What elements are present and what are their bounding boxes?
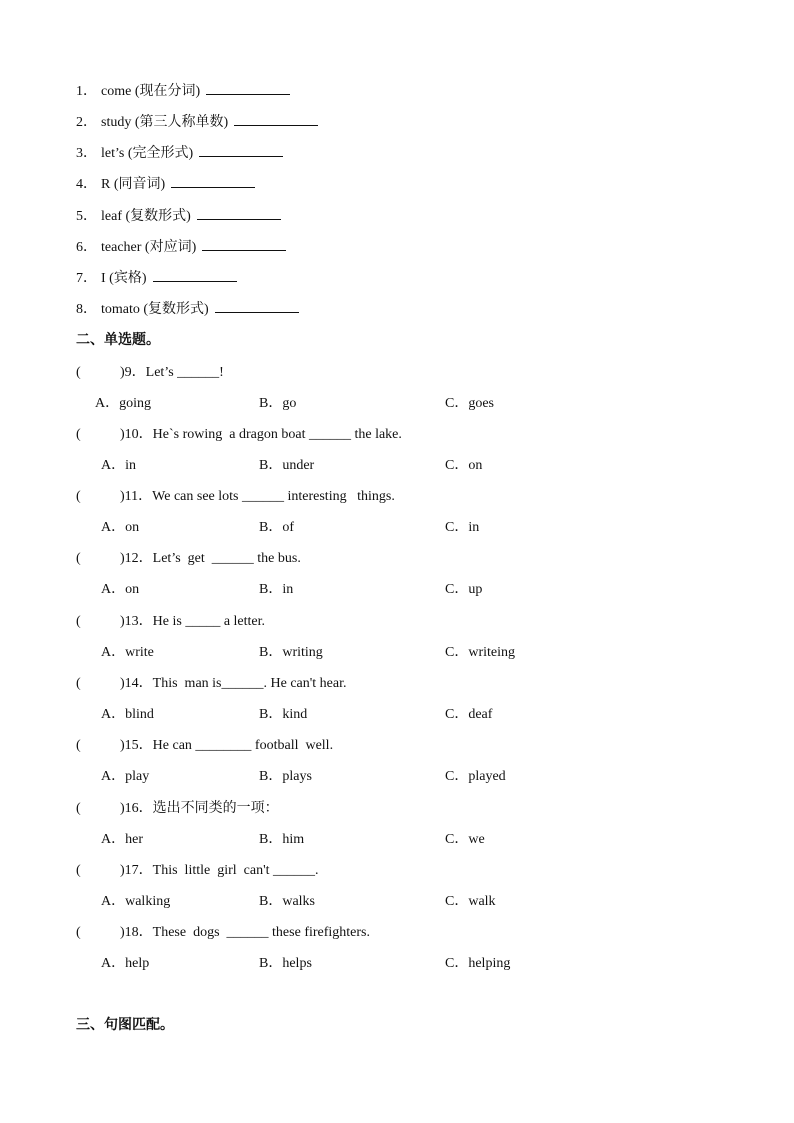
question-stem: 16．选出不同类的一项：	[124, 801, 279, 816]
option-c[interactable]: C．played	[445, 769, 506, 784]
answer-bracket[interactable]: (	[76, 551, 81, 566]
question-stem-line	[76, 486, 395, 508]
answer-blank[interactable]	[234, 111, 318, 126]
fill-item	[76, 173, 255, 195]
option-c[interactable]: C．up	[445, 582, 483, 597]
fill-item-text: study (第三人称单数)	[101, 115, 229, 130]
fill-item-number: 1．	[76, 84, 97, 99]
question-stem-line	[76, 673, 346, 695]
answer-bracket-close: )	[120, 551, 125, 566]
option-c[interactable]: C．goes	[445, 396, 494, 411]
fill-item-number: 3．	[76, 146, 97, 161]
option-b[interactable]: B．helps	[259, 956, 312, 971]
option-a[interactable]: A．walking	[101, 894, 171, 909]
answer-bracket-close: )	[120, 614, 125, 629]
option-b[interactable]: B．go	[259, 396, 297, 411]
answer-bracket-close: )	[120, 863, 125, 878]
answer-blank[interactable]	[206, 80, 290, 95]
question-stem-line	[76, 922, 370, 944]
question-stem-line	[76, 611, 265, 633]
answer-bracket-close: )	[120, 738, 125, 753]
option-b[interactable]: B．kind	[259, 707, 308, 722]
question-stem: 15．He can ________ football well.	[124, 738, 334, 753]
fill-item-number: 8．	[76, 302, 97, 317]
answer-bracket-close: )	[120, 801, 125, 816]
fill-item	[76, 111, 318, 133]
answer-blank[interactable]	[215, 298, 299, 313]
option-b[interactable]: B．walks	[259, 894, 315, 909]
question-stem: 9．Let’s ______!	[124, 365, 224, 380]
option-c[interactable]: C．in	[445, 520, 480, 535]
option-a[interactable]: A．blind	[101, 707, 154, 722]
option-b[interactable]: B．of	[259, 520, 294, 535]
answer-bracket[interactable]: (	[76, 738, 81, 753]
fill-item	[76, 205, 281, 227]
fill-item-text: teacher (对应词)	[101, 240, 197, 255]
fill-item-text: I (宾格)	[101, 271, 147, 286]
answer-blank[interactable]	[202, 236, 286, 251]
option-a[interactable]: A．in	[101, 458, 136, 473]
answer-bracket-close: )	[120, 427, 125, 442]
answer-bracket[interactable]: (	[76, 676, 81, 691]
answer-bracket-close: )	[120, 365, 125, 380]
answer-bracket[interactable]: (	[76, 614, 81, 629]
answer-bracket[interactable]: (	[76, 925, 81, 940]
fill-item-text: tomato (复数形式)	[101, 302, 209, 317]
answer-bracket[interactable]: (	[76, 365, 81, 380]
fill-item-text: leaf (复数形式)	[101, 209, 191, 224]
answer-bracket-close: )	[120, 489, 125, 504]
option-a[interactable]: A．on	[101, 520, 140, 535]
option-b[interactable]: B．writing	[259, 645, 323, 660]
question-stem: 11．We can see lots ______ interesting things.	[124, 489, 395, 504]
option-c[interactable]: C．we	[445, 832, 485, 847]
question-stem: 13．He is _____ a letter.	[124, 614, 266, 629]
option-a[interactable]: A．going	[95, 396, 151, 411]
fill-item	[76, 236, 286, 258]
answer-blank[interactable]	[171, 173, 255, 188]
fill-item-text: let’s (完全形式)	[101, 146, 194, 161]
answer-bracket-close: )	[120, 676, 125, 691]
fill-item-number: 4．	[76, 177, 97, 192]
question-stem: 17．This little girl can't ______.	[124, 863, 319, 878]
fill-item-text: come (现在分词)	[101, 84, 201, 99]
fill-item-number: 7．	[76, 271, 97, 286]
question-stem: 12．Let’s get ______ the bus.	[124, 551, 301, 566]
answer-bracket[interactable]: (	[76, 489, 81, 504]
question-stem-line	[76, 362, 224, 384]
fill-item	[76, 298, 299, 320]
question-stem-line	[76, 798, 279, 820]
question-stem: 18．These dogs ______ these firefighters.	[124, 925, 371, 940]
question-stem: 10．He`s rowing a dragon boat ______ the lake.	[124, 427, 402, 442]
option-b[interactable]: B．under	[259, 458, 315, 473]
option-c[interactable]: C．writeing	[445, 645, 515, 660]
answer-bracket[interactable]: (	[76, 427, 81, 442]
answer-blank[interactable]	[199, 142, 283, 157]
option-b[interactable]: B．him	[259, 832, 305, 847]
fill-item	[76, 80, 290, 102]
fill-item-text: R (同音词)	[101, 177, 166, 192]
answer-bracket[interactable]: (	[76, 801, 81, 816]
option-c[interactable]: C．deaf	[445, 707, 493, 722]
option-a[interactable]: A．her	[101, 832, 143, 847]
fill-item-number: 6．	[76, 240, 97, 255]
question-stem-line	[76, 860, 319, 882]
option-a[interactable]: A．help	[101, 956, 150, 971]
option-c[interactable]: C．helping	[445, 956, 511, 971]
answer-blank[interactable]	[153, 267, 237, 282]
answer-bracket-close: )	[120, 925, 125, 940]
answer-blank[interactable]	[197, 205, 281, 220]
option-a[interactable]: A．on	[101, 582, 140, 597]
section-title: 三、句图匹配。	[76, 1018, 174, 1033]
question-stem: 14．This man is______. He can't hear.	[124, 676, 347, 691]
answer-bracket[interactable]: (	[76, 863, 81, 878]
option-c[interactable]: C．walk	[445, 894, 496, 909]
fill-item	[76, 267, 237, 289]
option-c[interactable]: C．on	[445, 458, 483, 473]
section-title: 二、单选题。	[76, 333, 160, 348]
fill-item	[76, 142, 283, 164]
option-a[interactable]: A．play	[101, 769, 150, 784]
fill-item-number: 2．	[76, 115, 97, 130]
option-b[interactable]: B．in	[259, 582, 294, 597]
option-b[interactable]: B．plays	[259, 769, 312, 784]
question-stem-line	[76, 735, 333, 757]
fill-item-number: 5．	[76, 209, 97, 224]
option-a[interactable]: A．write	[101, 645, 154, 660]
question-stem-line	[76, 548, 301, 570]
question-stem-line	[76, 424, 402, 446]
